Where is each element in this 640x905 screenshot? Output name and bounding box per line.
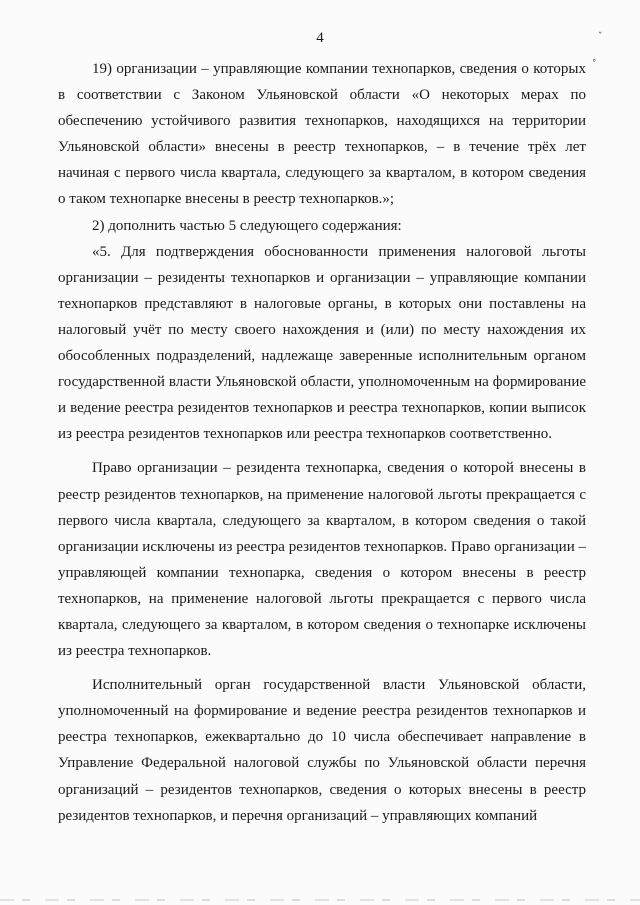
paragraph-part-5: «5. Для подтверждения обоснованности применения налоговой льготы организации – резиденты технопарков и организации – управляющие компании технопарков представляют в налоговые органы, в которых они поставлены на налоговый учёт по месту своего нахождения и (или) по месту нахождения их обособленных подразделений, надлежаще заверенные исполнительным органом государственной власти Ульяновской области, уполномоченным на формирование и ведение реестра резидентов технопарков и реестра технопарков, копии выписок из реестра резидентов технопарков или реестра технопарков соответственно. xyxy=(58,243,586,443)
page-number: 4 xyxy=(316,30,324,46)
paragraph-executive-body: Исполнительный орган государственной власти Ульяновской области, уполномоченный на формирование и ведение реестра резидентов технопарков и реестра технопарков, ежеквартально до 10 числа обеспечивает направление в Управление Федеральной налоговой службы по Ульяновской области перечня организаций – резидентов технопарков, сведения о которых внесены в реестр резидентов технопарков, и перечня организаций – управляющих компаний xyxy=(58,677,586,824)
paragraph-amendment-intro: 2) дополнить частью 5 следующего содержания: xyxy=(92,217,402,234)
scan-edge-artifact xyxy=(0,899,640,901)
scan-mark: ˇ xyxy=(598,32,603,42)
paragraph-item-19: 19) организации – управляющие компании технопарков, сведения о которых в соответствии с Законом Ульяновской области «О некоторых мерах по обеспечению устойчивого развития технопарков, находящихся на территории Ульяновской области» внесены в реестр технопарков, – в течение трёх лет начиная с первого числа квартала, следующего за кварталом, в котором сведения о таком технопарке внесены в реестр технопарков.»; xyxy=(58,61,586,208)
document-body xyxy=(58,56,586,829)
paragraph-termination-rights: Право организации – резидента технопарка, сведения о которой внесены в реестр резидентов технопарков, на применение налоговой льготы прекращается с первого числа квартала, следующего за кварталом, в котором сведения о такой организации исключены из реестра резидентов технопарков. Право организации – управляющей компании технопарка, сведения о котором внесены в реестр технопарков, на применение налоговой льготы прекращается с первого числа квартала, следующего за кварталом, в котором сведения о технопарке исключены из реестра технопарков. xyxy=(58,460,586,660)
scan-mark: ˚ xyxy=(592,60,597,70)
